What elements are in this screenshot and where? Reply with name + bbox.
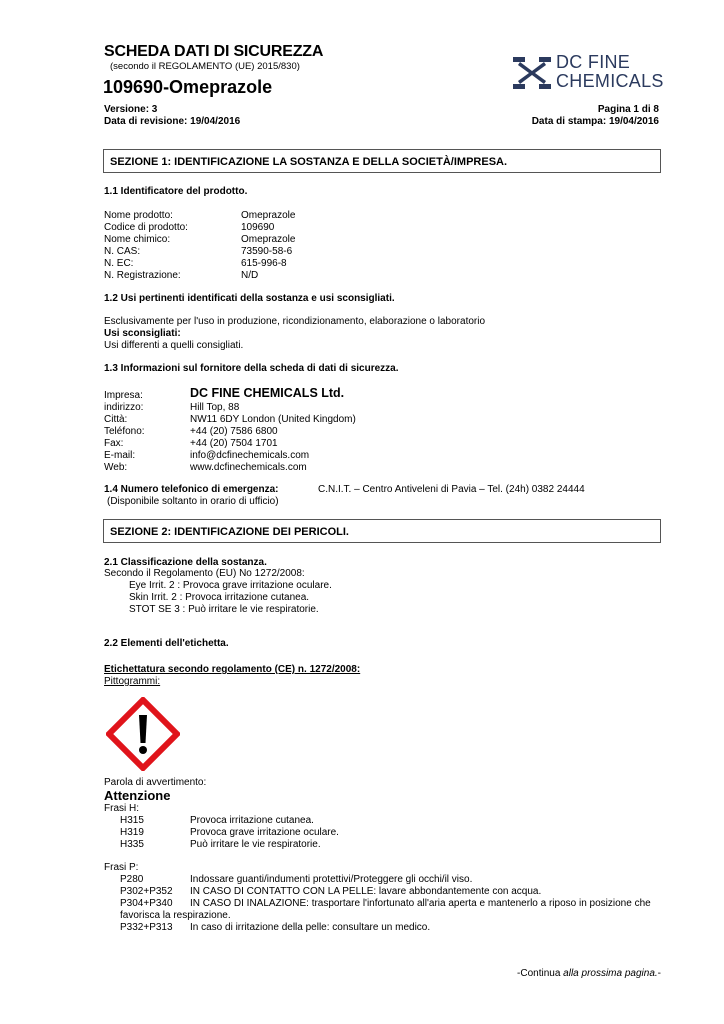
continue-text: alla prossima pagina. <box>563 968 658 979</box>
signal-word-label: Parola di avvertimento: <box>104 777 207 788</box>
supplier-list <box>104 387 356 474</box>
identifier-label: Codice di prodotto: <box>104 222 188 233</box>
p-phrase-row <box>120 874 660 886</box>
p-phrase-code: P304+P340 <box>120 898 173 909</box>
emergency-phone: C.N.I.T. – Centro Antiveleni di Pavia – Tel. (24h) 0382 24444 <box>318 484 585 495</box>
regulation-subtitle: (secondo il REGOLAMENTO (UE) 2015/830) <box>110 61 300 72</box>
subsection-1-2-title: 1.2 Usi pertinenti identificati della sostanza e usi sconsigliati. <box>104 293 395 304</box>
section-1-title: SEZIONE 1: IDENTIFICAZIONE LA SOSTANZA E DELLA SOCIETÀ/IMPRESA. <box>110 156 508 168</box>
continue-prefix: -Continua <box>517 968 564 979</box>
h-phrase-text: Può irritare le vie respiratorie. <box>190 839 321 850</box>
supplier-email: info@dcfinechemicals.com <box>190 450 310 461</box>
identifier-row <box>104 222 295 234</box>
h-phrase-code: H319 <box>120 827 144 838</box>
h-phrases-list <box>120 815 339 851</box>
h-phrase-row <box>120 827 339 839</box>
supplier-label: indirizzo: <box>104 402 144 413</box>
h-phrase-code: H315 <box>120 815 144 826</box>
h-phrase-row <box>120 815 339 827</box>
signal-word: Attenzione <box>104 788 171 803</box>
supplier-website: www.dcfinechemicals.com <box>190 462 307 473</box>
identifier-list <box>104 210 295 282</box>
company-logo <box>512 53 662 93</box>
page-info <box>532 104 659 128</box>
identifier-row <box>104 210 295 222</box>
version-info <box>104 104 240 128</box>
h-phrases-label: Frasi H: <box>104 803 139 814</box>
supplier-row <box>104 426 356 438</box>
continue-suffix: - <box>657 968 661 979</box>
supplier-value: +44 (20) 7586 6800 <box>190 426 278 437</box>
supplier-label: Teléfono: <box>104 426 145 437</box>
labelling-regulation: Etichettatura secondo regolamento (CE) n. 1272/2008: <box>104 664 361 675</box>
logo-text <box>556 53 664 91</box>
page-number: Pagina 1 di 8 <box>597 104 659 115</box>
h-phrase-text: Provoca grave irritazione oculare. <box>190 827 339 838</box>
supplier-label: Web: <box>104 462 128 473</box>
subsection-1-4-title: 1.4 Numero telefonico di emergenza: <box>104 484 279 495</box>
p-phrase-code: P302+P352 <box>120 886 173 897</box>
supplier-value: Hill Top, 88 <box>190 402 240 413</box>
classification-regulation: Secondo il Regolamento (EU) No 1272/2008: <box>104 568 305 579</box>
subsection-1-1-title: 1.1 Identificatore del prodotto. <box>104 186 248 197</box>
identifier-row <box>104 246 295 258</box>
p-phrase-text: favorisca la respirazione. <box>120 910 231 921</box>
identifier-row <box>104 234 295 246</box>
company-name: DC FINE CHEMICALS Ltd. <box>190 386 345 400</box>
p-phrase-code: P280 <box>120 874 144 885</box>
subsection-1-3-title: 1.3 Informazioni sul fornitore della scheda di dati di sicurezza. <box>104 363 399 374</box>
p-phrase-text: IN CASO DI INALAZIONE: trasportare l'infortunato all'aria aperta e mantenerlo a riposo in posizione che <box>190 898 651 909</box>
identifier-label: N. Registrazione: <box>104 270 181 281</box>
classification-list <box>129 580 332 616</box>
print-date: Data di stampa: 19/04/2016 <box>531 116 659 127</box>
identifier-value: 615-996-8 <box>241 258 287 269</box>
identifier-row <box>104 258 295 270</box>
emergency-note: (Disponibile soltanto in orario di ufficio) <box>107 496 279 507</box>
supplier-label: Impresa: <box>104 390 143 401</box>
section-1-header <box>103 149 661 173</box>
p-phrase-text: In caso di irritazione della pelle: consultare un medico. <box>190 922 431 933</box>
p-phrase-row <box>120 898 660 910</box>
identifier-label: Nome chimico: <box>104 234 171 245</box>
supplier-row <box>104 438 356 450</box>
supplier-label: Città: <box>104 414 128 425</box>
supplier-value: +44 (20) 7504 1701 <box>190 438 278 449</box>
document-title: SCHEDA DATI DI SICUREZZA <box>104 43 324 60</box>
logo-line-1: DC FINE <box>556 52 631 72</box>
p-phrase-row <box>120 922 660 934</box>
p-phrases-list <box>120 874 660 934</box>
subsection-2-2-title: 2.2 Elementi dell'etichetta. <box>104 638 229 649</box>
version: Versione: 3 <box>104 104 158 115</box>
identifier-value: N/D <box>241 270 259 281</box>
subsection-2-1-title: 2.1 Classificazione della sostanza. <box>104 557 267 568</box>
supplier-row <box>104 414 356 426</box>
identifier-row <box>104 270 295 282</box>
h-phrase-row <box>120 839 339 851</box>
exclamation-mark-icon <box>106 697 180 771</box>
pictograms-label: Pittogrammi: <box>104 676 161 687</box>
supplier-row <box>104 402 356 414</box>
supplier-label: Fax: <box>104 438 124 449</box>
supplier-row <box>104 462 356 474</box>
uses-block <box>104 316 485 352</box>
identifier-label: N. EC: <box>104 258 134 269</box>
p-phrase-continuation <box>120 910 660 922</box>
identifier-value: 73590-58-6 <box>241 246 293 257</box>
classification-item: STOT SE 3 : Può irritare le vie respiratorie. <box>129 604 319 615</box>
disadvised-uses-label: Usi sconsigliati: <box>104 328 181 339</box>
dc-logo-icon <box>512 54 552 92</box>
identifier-value: Omeprazole <box>241 234 296 245</box>
disadvised-uses-value: Usi differenti a quelli consigliati. <box>104 340 244 351</box>
identifier-value: Omeprazole <box>241 210 296 221</box>
supplier-label: E-mail: <box>104 450 136 461</box>
classification-item: Skin Irrit. 2 : Provoca irritazione cutanea. <box>129 592 310 603</box>
section-2-title: SEZIONE 2: IDENTIFICAZIONE DEI PERICOLI. <box>110 526 349 538</box>
supplier-row <box>104 387 356 402</box>
h-phrase-text: Provoca irritazione cutanea. <box>190 815 314 826</box>
p-phrase-row <box>120 886 660 898</box>
h-phrase-code: H335 <box>120 839 144 850</box>
p-phrase-text: Indossare guanti/indumenti protettivi/Proteggere gli occhi/il viso. <box>190 874 473 885</box>
identifier-value: 109690 <box>241 222 275 233</box>
section-2-header <box>103 519 661 543</box>
identified-uses: Esclusivamente per l'uso in produzione, ricondizionamento, elaborazione o laboratorio <box>104 316 486 327</box>
revision-date: Data di revisione: 19/04/2016 <box>104 116 241 127</box>
supplier-value: NW11 6DY London (United Kingdom) <box>190 414 356 425</box>
supplier-row <box>104 450 356 462</box>
product-title: 109690-Omeprazole <box>103 77 273 97</box>
continue-note <box>517 968 661 980</box>
p-phrases-label: Frasi P: <box>104 862 139 873</box>
logo-line-2: CHEMICALS <box>556 71 664 91</box>
identifier-label: N. CAS: <box>104 246 141 257</box>
p-phrase-text: IN CASO DI CONTATTO CON LA PELLE: lavare abbondantemente con acqua. <box>190 886 542 897</box>
p-phrase-code: P332+P313 <box>120 922 173 933</box>
identifier-label: Nome prodotto: <box>104 210 173 221</box>
classification-item: Eye Irrit. 2 : Provoca grave irritazione oculare. <box>129 580 332 591</box>
